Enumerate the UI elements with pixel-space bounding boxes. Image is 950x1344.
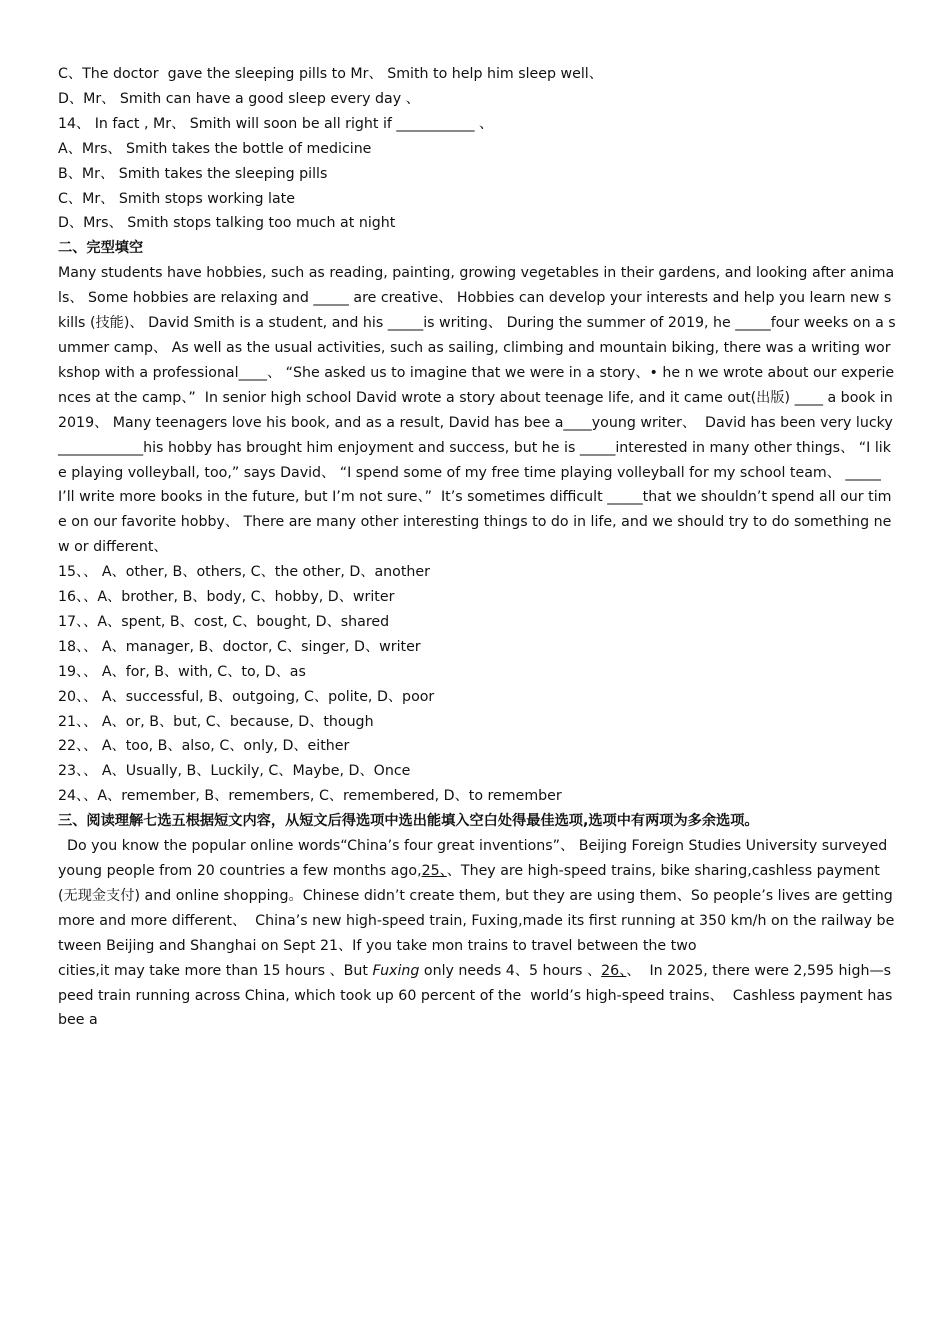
- q14-stem: 14、 In fact , Mr、 Smith will soon be all right if ___________ 、: [58, 115, 494, 132]
- option-row-17: 17、、A、spent, B、cost, C、bought, D、shared: [58, 613, 390, 630]
- option-row-19: 19、、 A、for, B、with, C、to, D、as: [58, 663, 306, 680]
- option-row-16: 16、、A、brother, B、body, C、hobby, D、writer: [58, 589, 395, 606]
- q13-option-c: C、The doctor gave the sleeping pills to Mr、 Smith to help him sleep well、: [58, 66, 603, 82]
- cloze-passage: Many students have hobbies, such as reading, painting, growing vegetables in their gardens, and looking after animals、 Some hobbies are relaxing and _____ are creative、 Hobbies can develop your interests and help you learn new skills (技能)、 David Smith is a student, and his _____is writing、 During the summer of 2019, he _____four weeks on a summer camp、 As well as the usual activities, such as sailing, climbing and mountain biking, there was a writing workshop with a professional____、 “She asked us to imagine that we were in a story、• he n we wrote about our experiences at the camp、” In senior high school David wrote a story about teenage life, and it came out(出版) ____ a book in 2019、 Many teenagers love his book, and as a result, David has bee a____young writer、 David has been very lucky____________his hobby has brought him enjoyment and success, but he is _____interested in many other things、 “I like playing volleyball, too,” says David、 “I spend some of my free time playing volleyball for my school team、 _____ I’ll write more books in the future, but I’m not sure、” It’s sometimes difficult _____that we shouldn’t spend all our time on our favorite hobby、 There are many other interesting things to do in life, and we should try to do something new or different、: [58, 265, 898, 556]
- section-3-heading: 三、阅读理解七选五根据短文内容，从短文后得选项中选出能填入空白处得最佳选项,选项中有两项为多余选项。: [58, 813, 759, 830]
- reading-paragraph-2: [58, 959, 896, 1034]
- reading-paragraph-1: [58, 834, 896, 959]
- reading-text: only needs 4、5 hours 、: [419, 962, 602, 979]
- option-row-22: 22、、 A、too, B、also, C、only, D、either: [58, 738, 350, 755]
- reading-text: cities,it may take more than 15 hours 、But: [58, 962, 373, 979]
- option-row-18: 18、、 A、manager, B、doctor, C、singer, D、writer: [58, 638, 421, 655]
- section-2-heading: 二、完型填空: [58, 240, 144, 257]
- q14-option-b: B、Mr、 Smith takes the sleeping pills: [58, 165, 328, 182]
- q14-option-a: A、Mrs、 Smith takes the bottle of medicine: [58, 140, 372, 157]
- blank-25: 25、: [421, 863, 447, 879]
- train-name-fuxing: Fuxing: [372, 962, 420, 979]
- q14-option-d: D、Mrs、 Smith stops talking too much at night: [58, 215, 396, 232]
- option-row-20: 20、、 A、successful, B、outgoing, C、polite, D、poor: [58, 688, 435, 705]
- q14-option-c: C、Mr、 Smith stops working late: [58, 190, 295, 207]
- blank-26: 26、: [601, 962, 627, 979]
- q13-option-d: D、Mr、 Smith can have a good sleep every day 、: [58, 90, 420, 107]
- reading-text: Do you know the popular online words“China’s four great inventions”、 Beijing Foreign Studies University surveyed young people from 20 countries a few months ago,: [58, 838, 892, 879]
- option-row-21: 21、、 A、or, B、but, C、because, D、though: [58, 713, 374, 730]
- option-row-15: 15、、 A、other, B、others, C、the other, D、another: [58, 564, 430, 581]
- reading-text: 、 In 2025, there were 2,595 high—speed train running across China, which took up 60 percent of the world’s high-speed trains、 Cashless payment has bee a: [58, 962, 897, 1029]
- reading-text: 、They are high-speed trains, bike sharing,cashless payment(无现金支付) and online shopping。Chinese didn’t create them, but they are using them、So people’s lives are getting more and more different、 China’s new high-speed train, Fuxing,made its first running at 350 km/h on the railway between Beijing and Shanghai on Sept 21、If you take mon trains to travel between the two: [58, 863, 898, 954]
- option-row-23: 23、、 A、Usually, B、Luckily, C、Maybe, D、Once: [58, 763, 411, 780]
- document-page: [58, 62, 896, 1033]
- option-row-24: 24、、A、remember, B、remembers, C、remembered, D、to remember: [58, 788, 562, 805]
